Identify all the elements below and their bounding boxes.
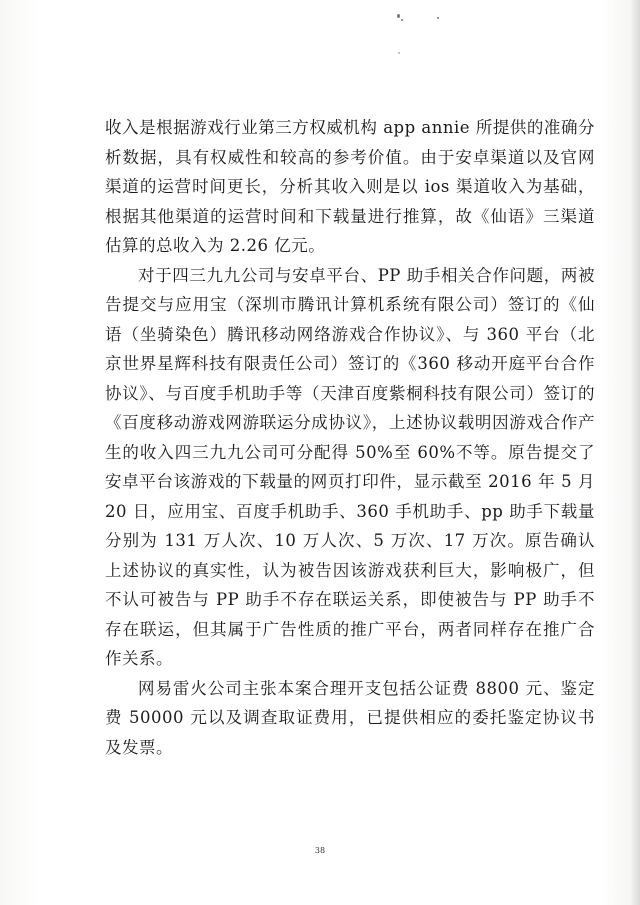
scan-speck: [401, 19, 403, 21]
scan-speck: [397, 14, 400, 18]
paragraph-expenses-claim: 网易雷火公司主张本案合理开支包括公证费 8800 元、鉴定费 50000 元以及调查取证费用，已提供相应的委托鉴定协议书及发票。: [105, 678, 595, 757]
page-edge-shadow: [630, 0, 640, 905]
scan-speck: [437, 17, 439, 19]
paragraph-revenue-estimate: 收入是根据游戏行业第三方权威机构 app annie 所提供的准确分析数据，具有权威性和较高的参考价值。由于安卓渠道以及官网渠道的运营时间更长，分析其收入则是以 ios 渠道收入为基础，根据其他渠道的运营时间和下载量进行推算，故《仙语》三渠道估算的总收入为 2.26 亿元。: [105, 118, 595, 255]
paragraph-platform-cooperation: 对于四三九九公司与安卓平台、PP 助手相关合作问题，两被告提交与应用宝（深圳市腾讯计算机系统有限公司）签订的《仙语（坐骑染色）腾讯移动网络游戏合作协议》、与 360 平台（北京世界星辉科技有限责任公司）签订的《360 移动开庭平台合作协议》、与百度手机助手等（天津百度紫桐科技有限公司）签订的《百度移动游戏网游联运分成协议》，上述协议载明因游戏合作产生的收入四三九九公司可分配得 50%至 60%不等。原告提交了安卓平台该游戏的下载量的网页打印件，显示截至 2016 年 5 月 20 日，应用宝、百度手机助手、360 手机助手、pp 助手下载量分别为 131 万人次、10 万人次、5 万次、17 万次。原告确认上述协议的真实性，认为被告因该游戏获利巨大，影响极广，但不认可被告与 PP 助手不存在联运关系，即使被告与 PP 助手不存在联运，但其属于广告性质的推广平台，两者同样存在推广合作关系。: [105, 265, 595, 668]
scan-speck: [398, 52, 400, 54]
page-number: 38: [314, 846, 326, 855]
document-body: [105, 113, 595, 762]
